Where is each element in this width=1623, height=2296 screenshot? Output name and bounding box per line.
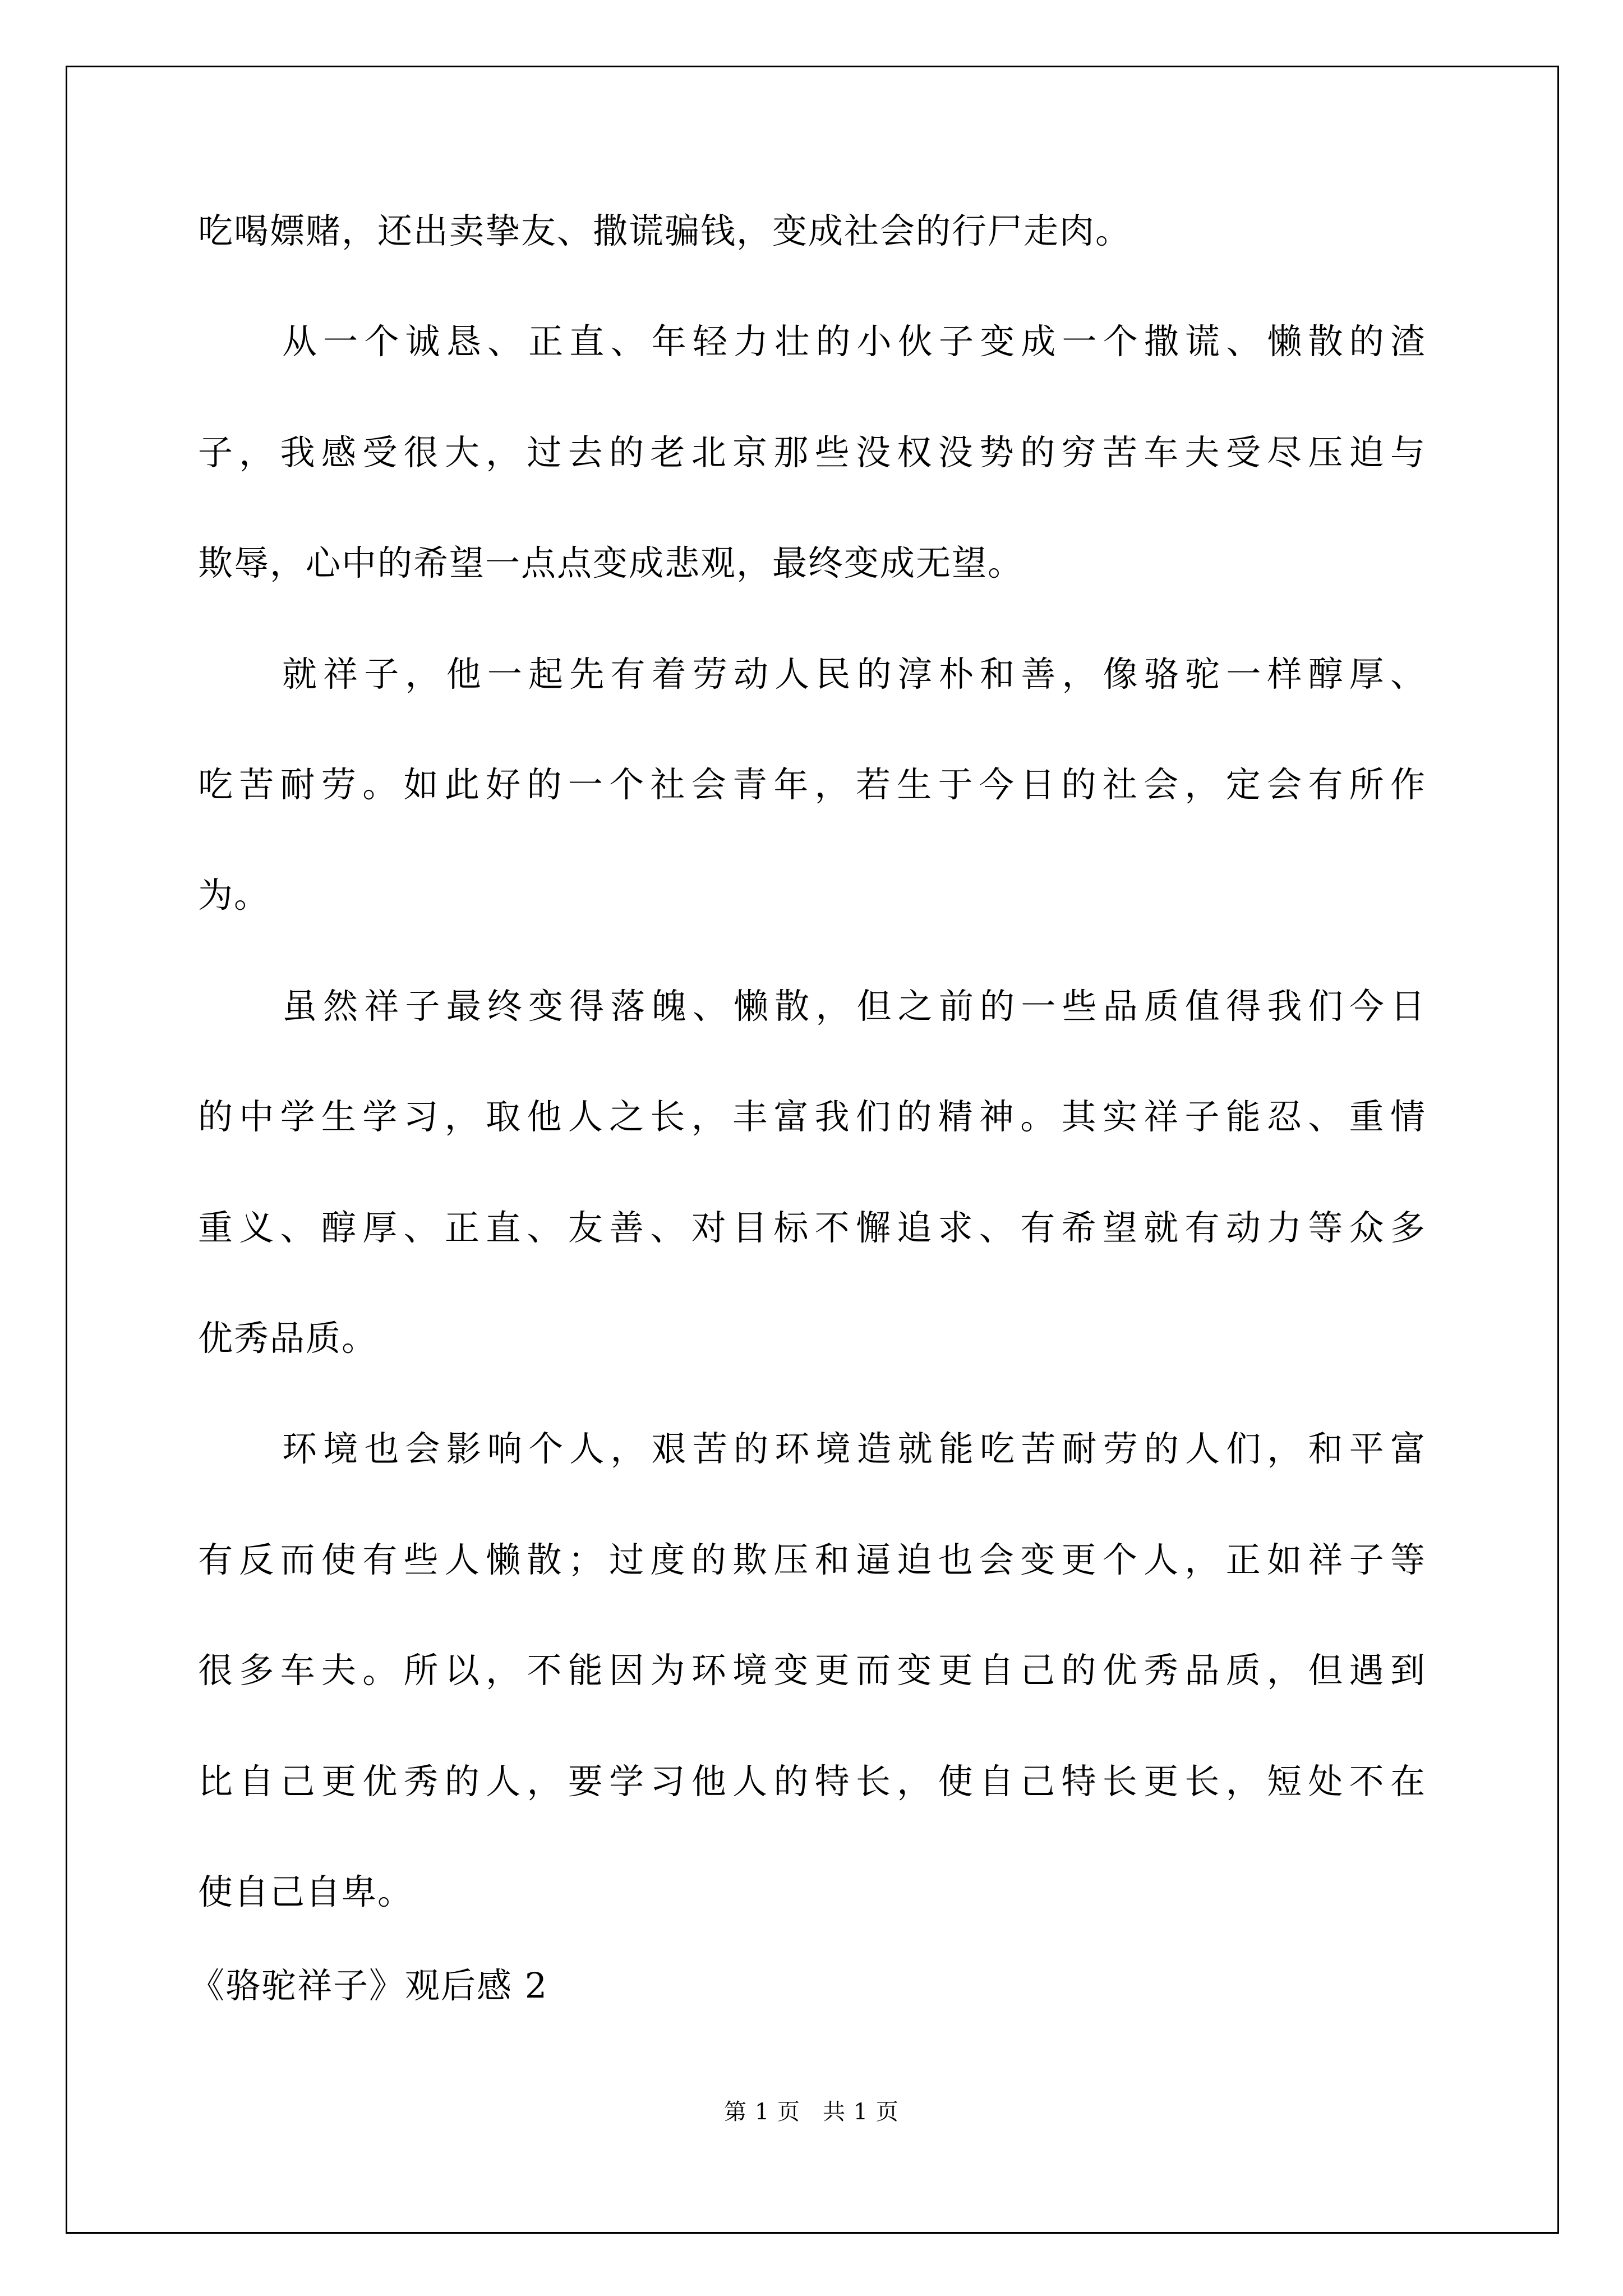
paragraph-line: 很多车夫。所以，不能因为环境变更而变更自己的优秀品质，但遇到 <box>198 1650 1426 1691</box>
paragraph-line: 优秀品质。 <box>198 1318 378 1359</box>
page-total: 共 1 页 <box>823 2099 899 2125</box>
paragraph-line: 欺辱，心中的希望一点点变成悲观，最终变成无望。 <box>198 542 1024 583</box>
paragraph-line: 为。 <box>198 875 270 915</box>
paragraph-line: 比自己更优秀的人，要学习他人的特长，使自己特长更长，短处不在 <box>198 1761 1426 1802</box>
paragraph-line: 虽然祥子最终变得落魄、懒散，但之前的一些品质值得我们今日 <box>282 986 1426 1027</box>
page-number: 第 1 页 <box>724 2099 800 2125</box>
paragraph-line: 使自己自卑。 <box>198 1871 414 1912</box>
paragraph-line: 吃喝嫖赌，还出卖挚友、撒谎骗钱，变成社会的行尸走肉。 <box>198 210 1132 251</box>
paragraph-line: 吃苦耐劳。如此好的一个社会青年，若生于今日的社会，定会有所作 <box>198 764 1426 805</box>
paragraph-line: 的中学生学习，取他人之长，丰富我们的精神。其实祥子能忍、重情 <box>198 1096 1426 1137</box>
paragraph-line: 子，我感受很大，过去的老北京那些没权没势的穷苦车夫受尽压迫与 <box>198 432 1426 473</box>
paragraph-line: 重义、醇厚、正直、友善、对目标不懈追求、有希望就有动力等众多 <box>198 1207 1426 1248</box>
paragraph-line: 环境也会影响个人，艰苦的环境造就能吃苦耐劳的人们，和平富 <box>282 1428 1426 1469</box>
page-footer <box>0 2098 1623 2126</box>
section-heading: 《骆驼祥子》观后感 2 <box>190 1965 548 2006</box>
paragraph-line: 有反而使有些人懒散；过度的欺压和逼迫也会变更个人，正如祥子等 <box>198 1539 1426 1580</box>
paragraph-line: 从一个诚恳、正直、年轻力壮的小伙子变成一个撒谎、懒散的渣 <box>282 321 1426 362</box>
paragraph-line: 就祥子，他一起先有着劳动人民的淳朴和善，像骆驼一样醇厚、 <box>282 654 1426 694</box>
